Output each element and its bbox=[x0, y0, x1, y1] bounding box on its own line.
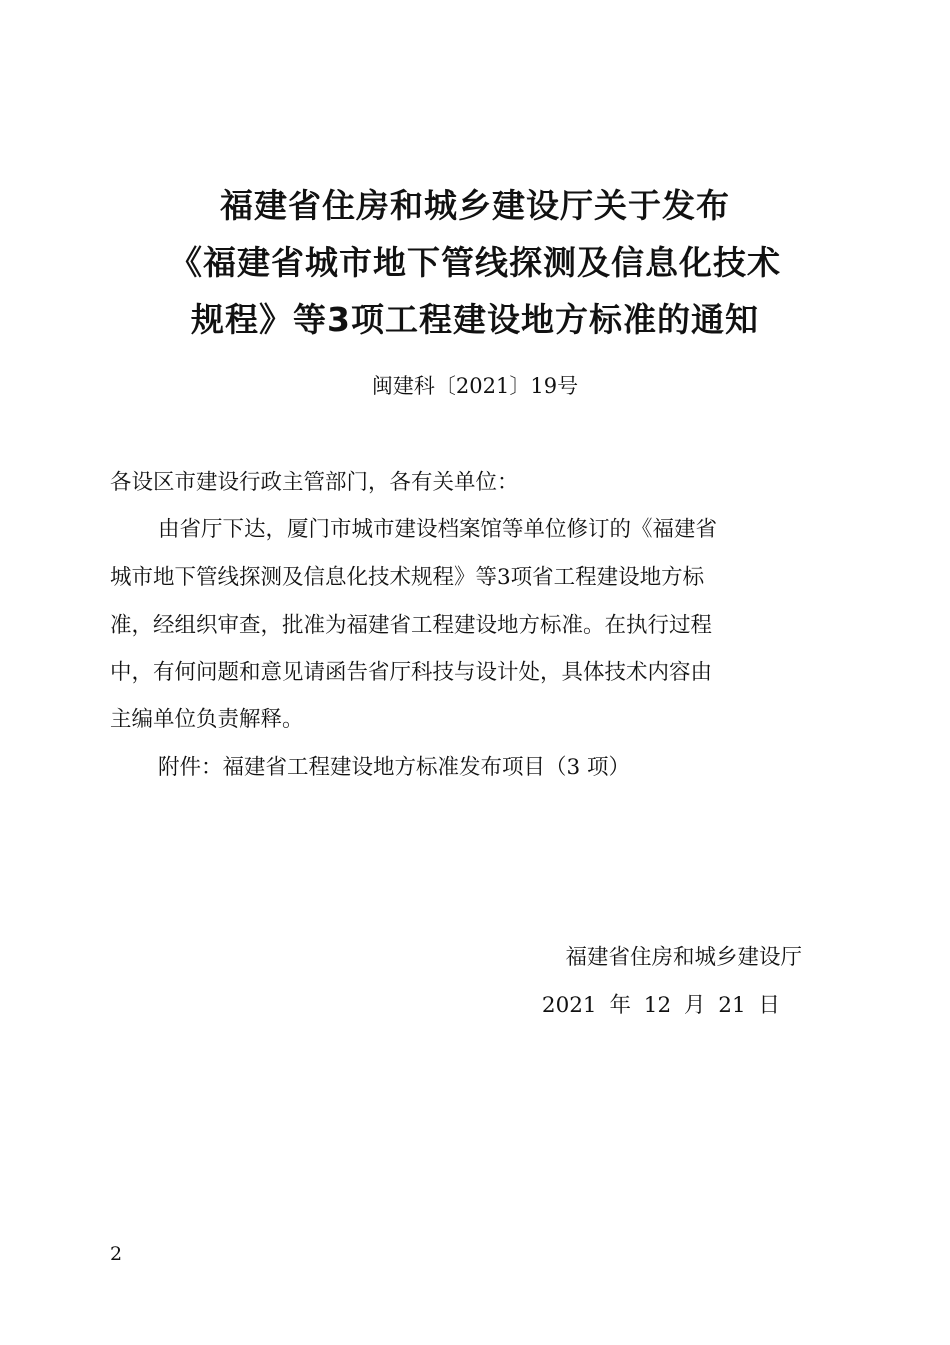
body-line-1: 由省厅下达，厦门市城市建设档案馆等单位修订的《福建省 bbox=[158, 517, 718, 542]
salutation: 各设区市建设行政主管部门，各有关单位： bbox=[110, 470, 519, 495]
document-title-line-3: 规程》等3项工程建设地方标准的通知 bbox=[191, 300, 759, 339]
issuing-authority: 福建省住房和城乡建设厅 bbox=[565, 945, 802, 970]
body-line-3: 准，经组织审查，批准为福建省工程建设地方标准。在执行过程 bbox=[110, 613, 713, 638]
body-line-4: 中，有何问题和意见请函告省厅科技与设计处，具体技术内容由 bbox=[110, 660, 713, 685]
issue-date: 2021 年 12 月 21 日 bbox=[541, 993, 780, 1018]
attachment-note: 附件：福建省工程建设地方标准发布项目（3 项） bbox=[158, 755, 631, 780]
body-line-5: 主编单位负责解释。 bbox=[110, 707, 304, 732]
document-number: 闽建科〔2021〕19号 bbox=[371, 374, 579, 398]
document-title-line-1: 福建省住房和城乡建设厅关于发布 bbox=[220, 186, 730, 225]
page-number: 2 bbox=[110, 1243, 123, 1265]
document-title-line-2: 《福建省城市地下管线探测及信息化技术 bbox=[169, 243, 781, 282]
body-line-2: 城市地下管线探测及信息化技术规程》等3项省工程建设地方标 bbox=[110, 565, 705, 590]
